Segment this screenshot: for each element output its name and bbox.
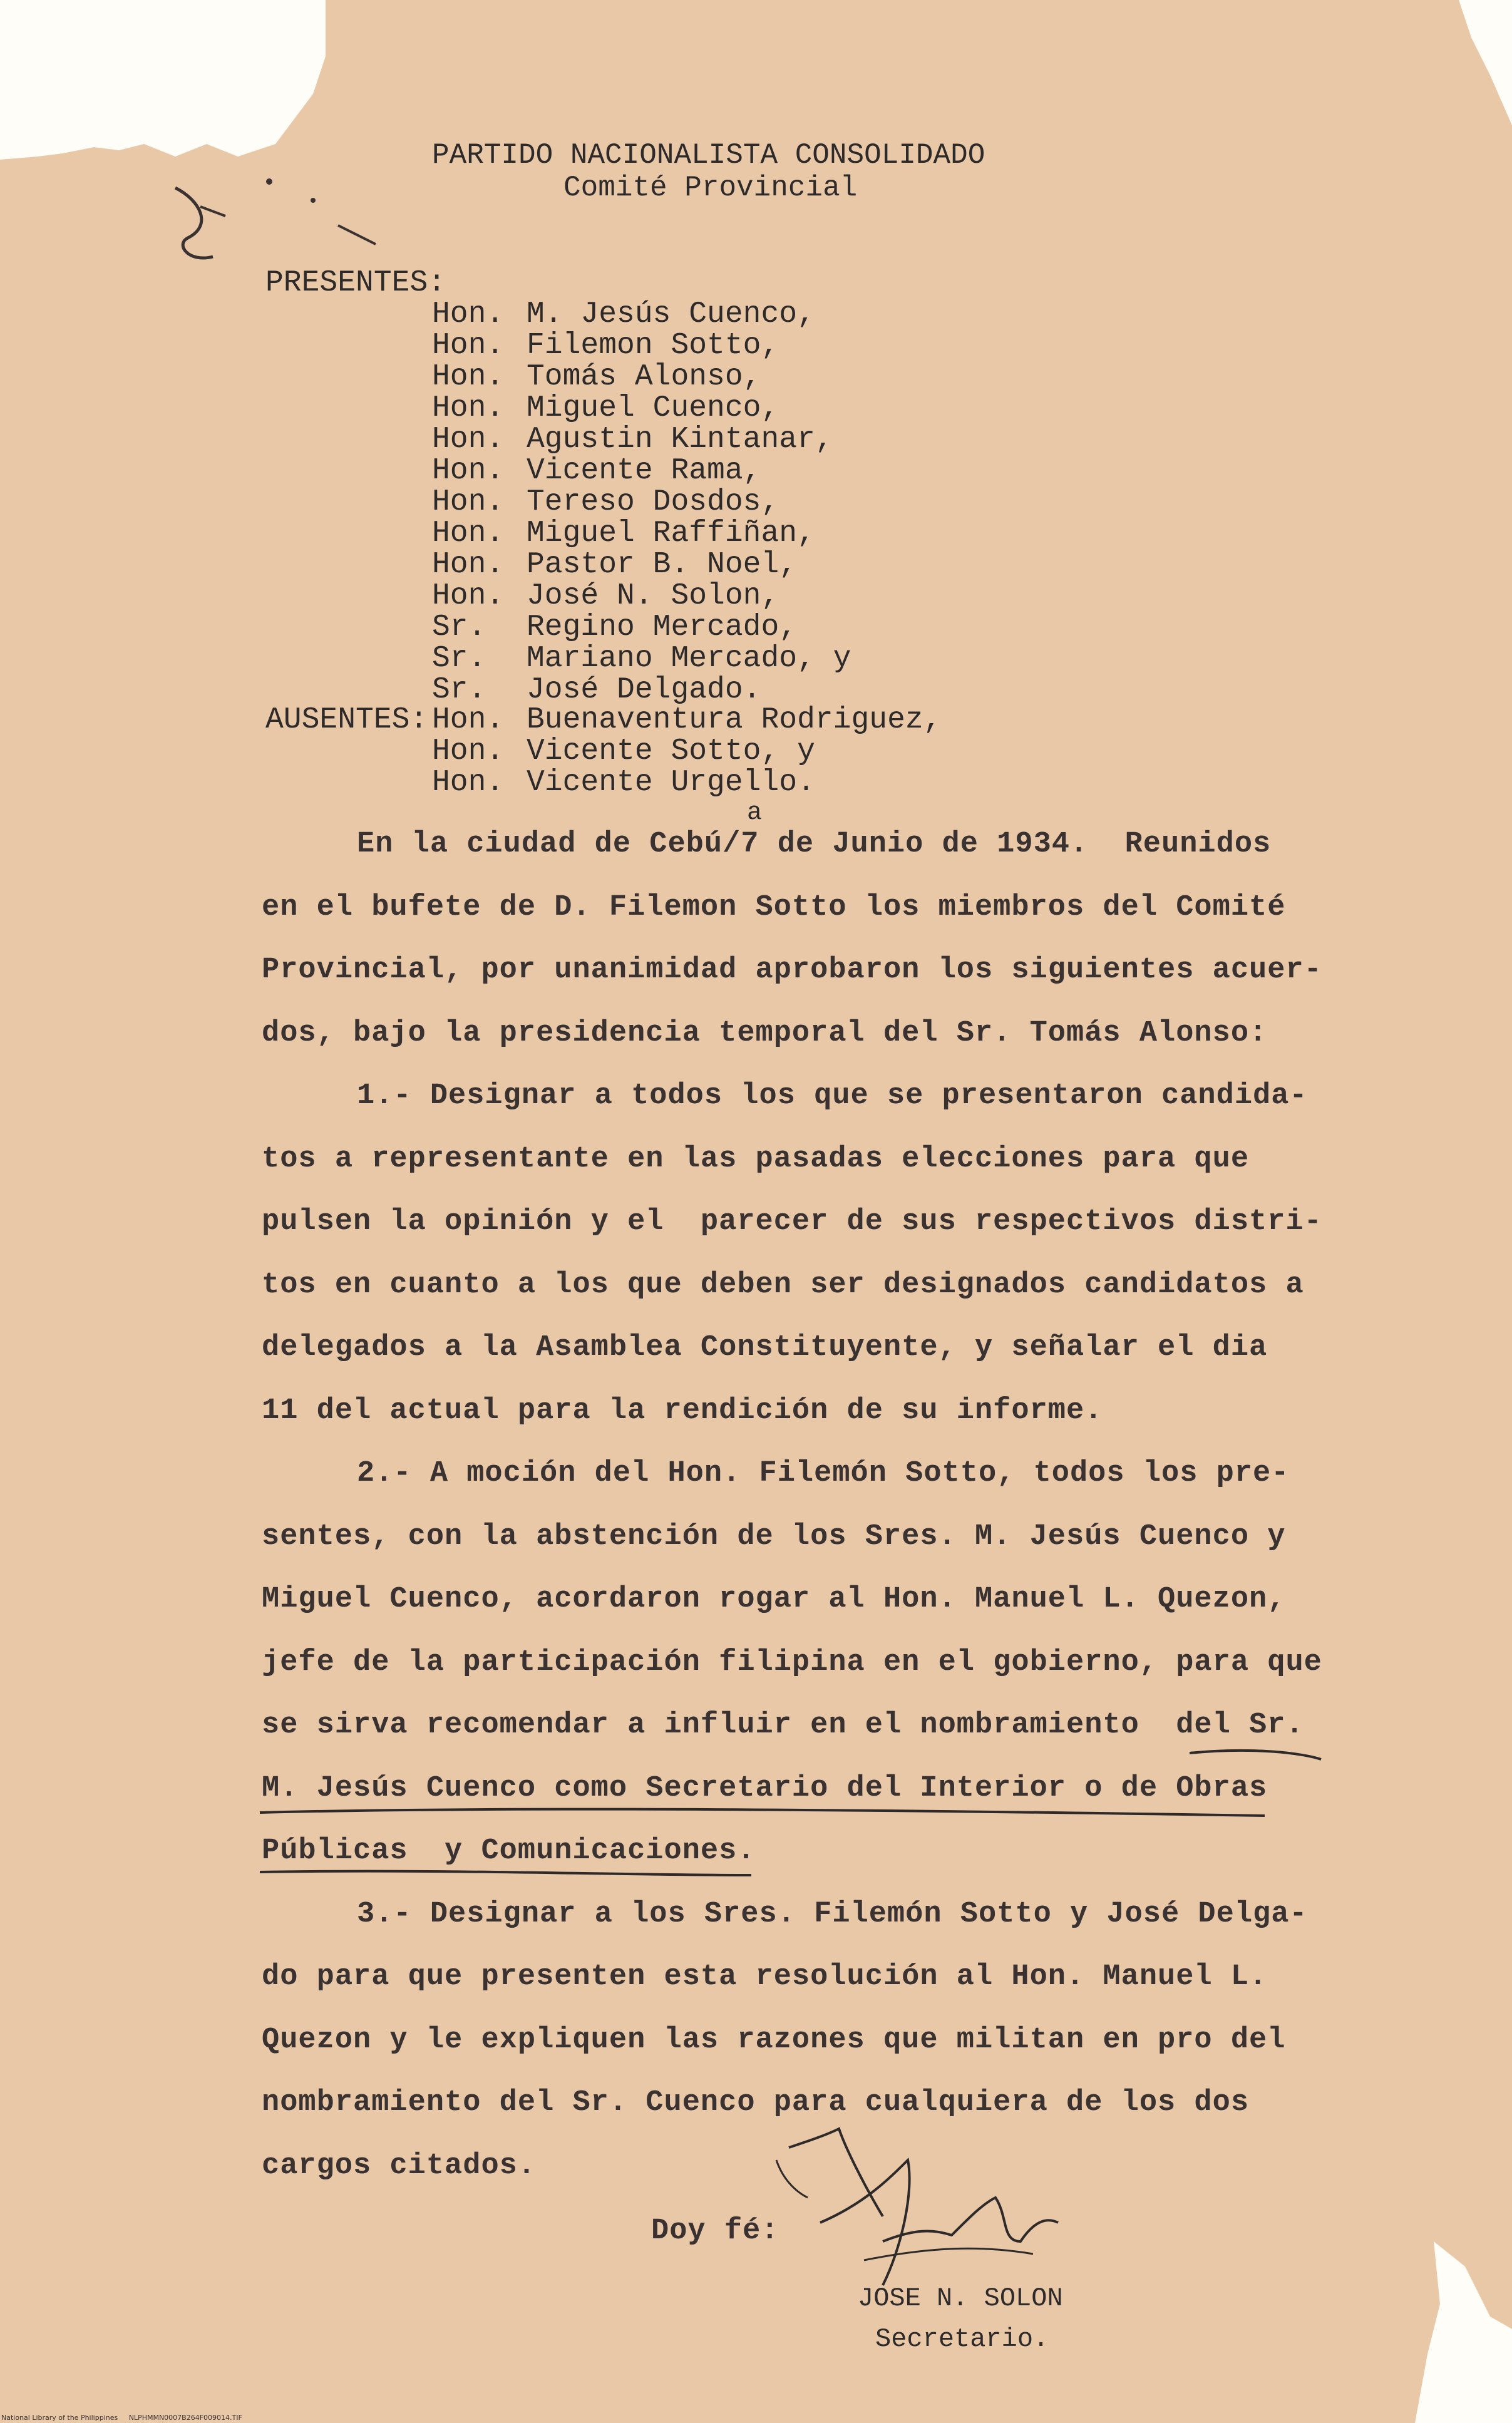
presente-member-title: Hon.	[432, 579, 505, 613]
body-line: Miguel Cuenco, acordaron rogar al Hon. Manuel L. Quezon,	[262, 1583, 1286, 1616]
presente-member-title: Hon.	[432, 329, 505, 363]
insert-mark: a	[747, 799, 763, 827]
body-line: nombramiento del Sr. Cuenco para cualquiera de los dos	[262, 2086, 1250, 2119]
body-line: en el bufete de D. Filemon Sotto los miembros del Comité	[262, 890, 1286, 924]
presente-member-name: Filemon Sotto,	[527, 329, 779, 363]
party-title: PARTIDO NACIONALISTA CONSOLIDADO	[432, 139, 985, 172]
ausente-member-title: Hon.	[432, 766, 505, 800]
signer-name: JOSE N. SOLON	[858, 2283, 1063, 2313]
body-line: 1.- Designar a todos los que se presentaron candida-	[357, 1079, 1308, 1113]
body-line: sentes, con la abstención de los Sres. M. Jesús Cuenco y	[262, 1520, 1286, 1553]
presente-member-name: Miguel Cuenco,	[527, 391, 779, 425]
ausentes-label: AUSENTES:	[265, 703, 428, 737]
presente-member-title: Hon.	[432, 454, 505, 488]
presente-member-name: Miguel Raffiñan,	[527, 517, 815, 550]
body-line: 3.- Designar a los Sres. Filemón Sotto y José Delga-	[357, 1897, 1308, 1931]
presente-member-name: Pastor B. Noel,	[527, 548, 798, 582]
presente-member-name: M. Jesús Cuenco,	[527, 297, 815, 331]
body-line: jefe de la participación filipina en el gobierno, para que	[262, 1645, 1322, 1679]
presente-member-title: Sr.	[432, 673, 486, 707]
body-line: cargos citados.	[262, 2149, 537, 2183]
presente-member-name: Mariano Mercado, y	[527, 642, 851, 676]
body-line: Quezon y le expliquen las razones que militan en pro del	[262, 2023, 1286, 2057]
presente-member-title: Hon.	[432, 423, 505, 456]
presente-member-name: Agustin Kintanar,	[527, 423, 833, 456]
body-line: tos en cuanto a los que deben ser designados candidatos a	[262, 1268, 1304, 1302]
signer-title: Secretario.	[875, 2324, 1049, 2354]
presente-member-name: Vicente Rama,	[527, 454, 761, 488]
presente-member-title: Hon.	[432, 297, 505, 331]
body-line: delegados a la Asamblea Constituyente, y señalar el dia	[262, 1331, 1268, 1364]
presente-member-name: Regino Mercado,	[527, 610, 798, 644]
presente-member-title: Hon.	[432, 517, 505, 550]
presente-member-title: Sr.	[432, 610, 486, 644]
body-line: 2.- A moción del Hon. Filemón Sotto, todos los pre-	[357, 1457, 1290, 1490]
ausente-member-title: Hon.	[432, 734, 505, 768]
body-line: dos, bajo la presidencia temporal del Sr. Tomás Alonso:	[262, 1016, 1268, 1050]
body-line: tos a representante en las pasadas elecciones para que	[262, 1142, 1250, 1176]
body-line: Provincial, por unanimidad aprobaron los siguientes acuer-	[262, 954, 1322, 987]
ausente-member-name: Buenaventura Rodriguez,	[527, 703, 942, 737]
body-line: do para que presenten esta resolución al Hon. Manuel L.	[262, 1960, 1268, 1993]
body-line: se sirva recomendar a influir en el nombramiento del Sr.	[262, 1709, 1304, 1742]
presente-member-name: Tereso Dosdos,	[527, 485, 779, 519]
attest-text: Doy fé:	[651, 2215, 779, 2248]
presentes-label: PRESENTES:	[265, 266, 446, 300]
archive-footer	[1, 2414, 242, 2422]
presente-member-title: Hon.	[432, 485, 505, 519]
ausente-member-name: Vicente Sotto, y	[527, 734, 815, 768]
body-line: En la ciudad de Cebú/7 de Junio de 1934. Reunidos	[357, 828, 1272, 861]
file-name: NLPHMMN0007B264F009014.TIF	[128, 2414, 242, 2422]
presente-member-name: José Delgado.	[527, 673, 761, 707]
presente-member-title: Hon.	[432, 391, 505, 425]
committee-title: Comité Provincial	[563, 172, 858, 204]
ausente-member-title: Hon.	[432, 703, 505, 737]
body-line: M. Jesús Cuenco como Secretario del Interior o de Obras	[262, 1771, 1268, 1805]
presente-member-title: Sr.	[432, 642, 486, 676]
body-line: 11 del actual para la rendición de su informe.	[262, 1394, 1103, 1428]
ausente-member-name: Vicente Urgello.	[527, 766, 815, 800]
body-line: pulsen la opinión y el parecer de sus respectivos distri-	[262, 1205, 1322, 1238]
body-line: Públicas y Comunicaciones.	[262, 1834, 756, 1868]
presente-member-name: José N. Solon,	[527, 579, 779, 613]
presente-member-title: Hon.	[432, 548, 505, 582]
presente-member-name: Tomás Alonso,	[527, 360, 761, 394]
presente-member-title: Hon.	[432, 360, 505, 394]
archive-name: National Library of the Philippines	[1, 2414, 118, 2422]
